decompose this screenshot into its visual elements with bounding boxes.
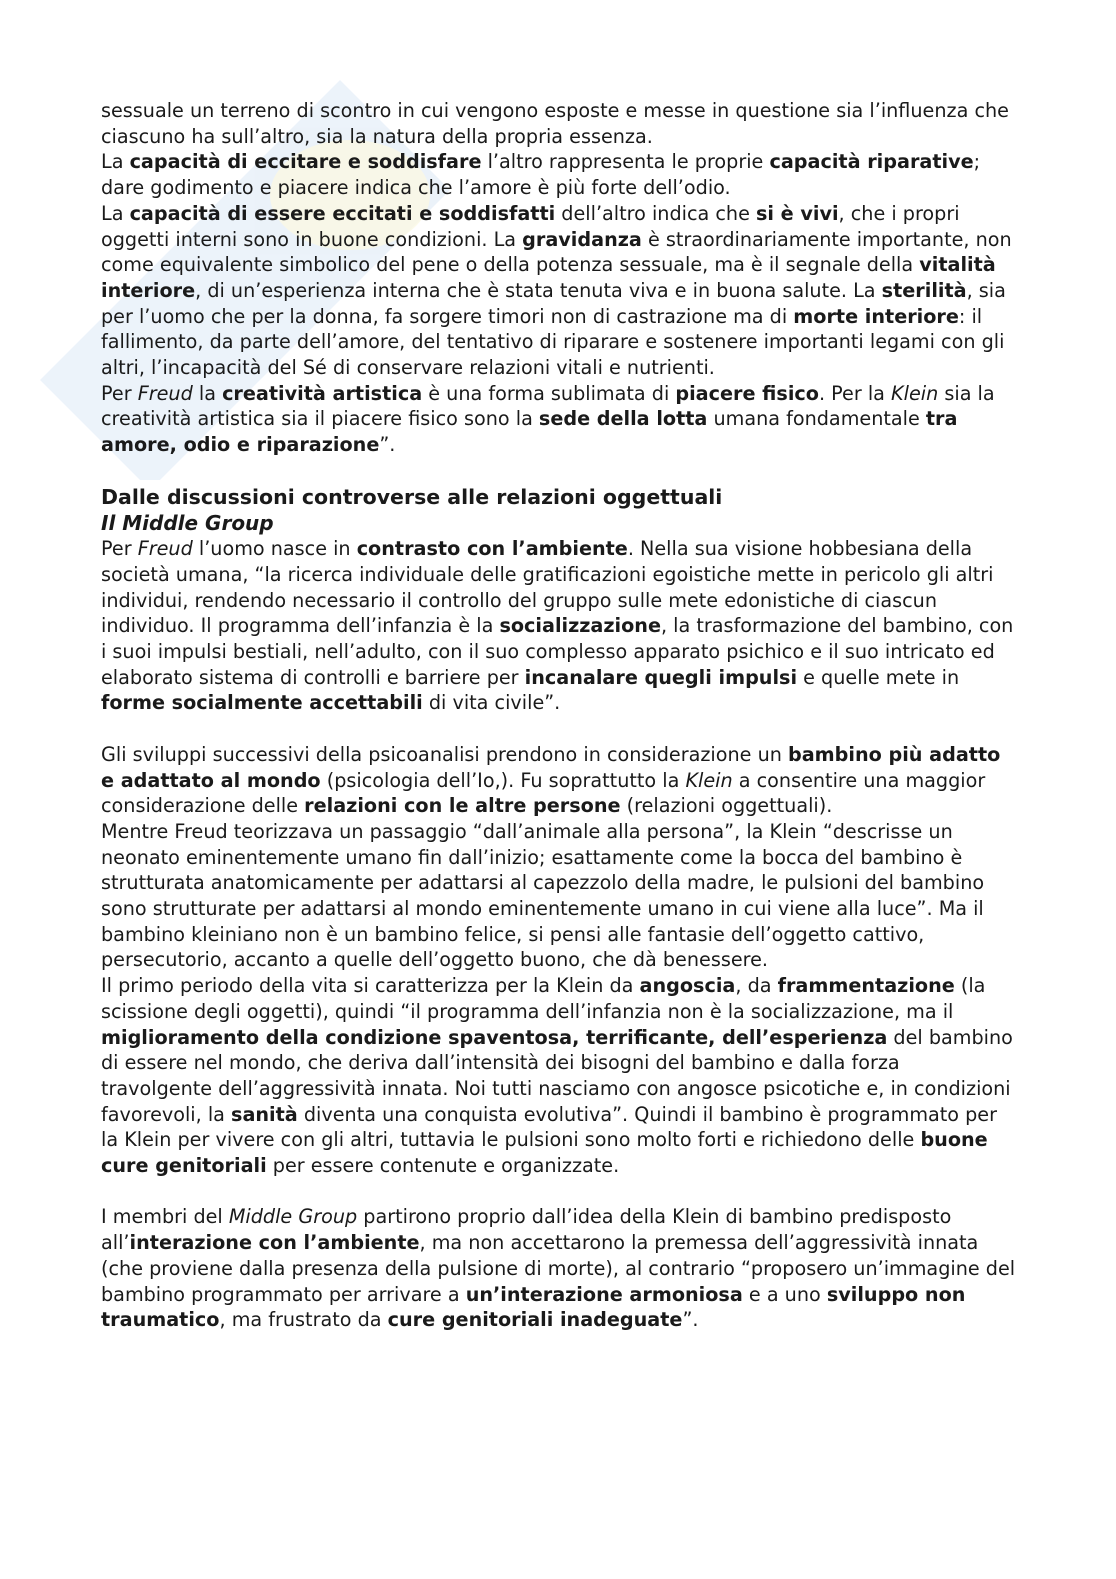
bold-text: buone cure genitoriali (101, 1128, 988, 1178)
bold-text: piacere fisico (675, 381, 819, 405)
bold-text: creatività artistica (222, 381, 423, 405)
text-run: , sia per l’uomo che per la donna, fa sorgere timori non di castrazione ma di (101, 278, 1006, 328)
text-run: e quelle mete in (797, 665, 960, 689)
section-subheading: Il Middle Group (101, 510, 274, 535)
bold-text: cure genitoriali inadeguate (387, 1308, 683, 1332)
text-run: Mentre Freud teorizzava un passaggio “dall’animale alla persona”, la Klein “descrisse un neonato eminentemente umano fin dall’inizio; esattamente come la bocca del bambino è strutturata anatomicamente per adattarsi al capezzolo della madre, le pulsioni del bambino sono strutturate per adattarsi al mondo eminentemente umano in cui viene alla luce”. Ma il bambino kleiniano non è un bambino felice, si pensi alle fantasie dell’oggetto cattivo, persecutorio, accanto a quelle dell’oggetto buono, che dà benessere. (101, 819, 985, 972)
text-run: ; dare godimento e piacere indica che l’amore è più forte dell’odio. (101, 150, 981, 200)
italic-text: Klein (685, 768, 733, 792)
text-run: , che i propri oggetti interni sono in buone condizioni. La (101, 201, 960, 251)
bold-text: interazione con l’ambiente (129, 1231, 420, 1255)
italic-text: Middle Group (228, 1205, 358, 1229)
bold-text: si è vivi (756, 201, 839, 225)
paragraph (101, 1204, 1016, 1333)
text-run: , ma non accettarono la premessa dell’aggressività innata (che proviene dalla presenza della pulsione di morte), al contrario “proposero un’immagine del bambino programmato per arrivare a (101, 1231, 1016, 1306)
bold-text: capacità riparative (769, 150, 974, 174)
text-run: (relazioni oggettuali). (620, 794, 833, 818)
italic-text: Klein (891, 381, 939, 405)
document-body (101, 98, 1016, 1333)
bold-text: un’interazione armoniosa (465, 1282, 743, 1306)
bold-text: gravidanza (522, 227, 642, 251)
bold-text: morte interiore (793, 304, 959, 328)
bold-text: contrasto con l’ambiente (356, 537, 628, 561)
paragraph (101, 149, 1016, 200)
bold-text: forme socialmente accettabili (101, 691, 423, 715)
bold-text: frammentazione (777, 974, 955, 998)
text-run: partirono proprio dall’idea della Klein di bambino predisposto all’ (101, 1205, 952, 1255)
bold-text: angoscia (639, 974, 736, 998)
paragraph-spacer (101, 458, 1016, 484)
italic-text: Freud (137, 537, 193, 561)
paragraph (101, 98, 1016, 149)
bold-text: incanalare quegli impulsi (524, 665, 798, 689)
text-run: , da (735, 974, 778, 998)
paragraph-spacer (101, 1179, 1016, 1205)
bold-text: sede della lotta (538, 407, 708, 431)
text-run: : il fallimento, da parte dell’amore, del tentativo di riparare e sostenere importanti legami con gli altri, l’incapacità del Sé di conservare relazioni vitali e nutrienti. (101, 304, 1005, 380)
text-run: , ma frustrato da (219, 1308, 388, 1332)
text-run: . Nella sua visione hobbesiana della società umana, “la ricerca individuale delle gratificazioni egoistiche mette in pericolo gli altri individui, rendendo necessario il controllo del gruppo sulle mete edonistiche di ciascun individuo. Il programma dell’infanzia è la (101, 537, 994, 638)
bold-text: capacità di essere eccitati e soddisfatti (129, 201, 556, 225)
paragraph (101, 819, 1016, 973)
bold-text: vitalità interiore (101, 253, 996, 302)
text-run: La (101, 201, 130, 225)
bold-text: sterilità (881, 278, 967, 302)
text-run: l’altro rappresenta le proprie (481, 150, 770, 174)
paragraph (101, 381, 1016, 458)
text-run: umana fondamentale (707, 407, 926, 431)
text-run: La (101, 150, 130, 174)
bold-text: capacità di eccitare e soddisfare (129, 150, 482, 174)
text-run: (la scissione degli oggetti), quindi “il programma dell’infanzia non è la socializzazione, ma il (101, 974, 986, 1023)
text-run: e a uno (742, 1282, 827, 1306)
text-run: di vita civile”. (422, 691, 561, 715)
paragraph (101, 536, 1016, 716)
text-run: è una forma sublimata di (422, 381, 676, 405)
text-run: a consentire una maggior considerazione delle (101, 768, 986, 818)
text-run: del bambino di essere nel mondo, che deriva dall’intensità dei bisogni del bambino e dalla forza travolgente dell’aggressività innata. Noi tutti nasciamo con angosce psicotiche e, in condizioni favorevoli, la (101, 1025, 1013, 1126)
bold-text: tra amore, odio e riparazione (101, 407, 958, 457)
text-run: I membri del (101, 1205, 229, 1229)
text-run: sia la creatività artistica sia il piacere fisico sono la (101, 381, 995, 431)
italic-text: Freud (137, 381, 193, 405)
text-run: Per (101, 381, 138, 405)
text-run: ”. (379, 433, 396, 457)
text-run: diventa una conquista evolutiva”. Quindi il bambino è programmato per la Klein per vivere con gli altri, tuttavia le pulsioni sono molto forti e richiedono delle (101, 1102, 998, 1152)
text-run: la (192, 381, 223, 405)
text-run: (psicologia dell’Io,). Fu soprattutto la (320, 768, 686, 792)
text-run: , di un’esperienza interna che è stata tenuta viva e in buona salute. La (195, 278, 882, 302)
paragraph (101, 973, 1016, 1179)
text-run: è straordinariamente importante, non come equivalente simbolico del pene o della potenza sessuale, ma è il segnale della (101, 227, 1012, 277)
text-run: per essere contenute e organizzate. (266, 1154, 620, 1178)
text-run: Il primo periodo della vita si caratterizza per la Klein da (101, 974, 640, 998)
section-heading: Dalle discussioni controverse alle relazioni oggettuali (101, 484, 723, 509)
paragraph (101, 201, 1016, 381)
text-run: Gli sviluppi successivi della psicoanalisi prendono in considerazione un (101, 742, 788, 766)
text-run: ”. (682, 1308, 699, 1332)
bold-text: socializzazione (499, 614, 661, 638)
text-run: . Per la (818, 381, 892, 405)
bold-text: sanità (231, 1102, 298, 1126)
paragraph-spacer (101, 716, 1016, 742)
bold-text: miglioramento della condizione spaventosa, terrificante, dell’esperienza (101, 1025, 888, 1049)
text-run: Per (101, 537, 138, 561)
bold-text: sviluppo non traumatico (101, 1282, 966, 1332)
text-run: sessuale un terreno di scontro in cui vengono esposte e messe in questione sia l’influenza che ciascuno ha sull’altro, sia la natura della propria essenza. (101, 99, 1009, 148)
text-run: , la trasformazione del bambino, con i suoi impulsi bestiali, nell’adulto, con il suo complesso apparato psichico e il suo intricato ed elaborato sistema di controlli e barriere per (101, 614, 1014, 689)
bold-text: bambino più adatto e adattato al mondo (101, 742, 1001, 792)
paragraph (101, 742, 1016, 819)
text-run: l’uomo nasce in (192, 537, 357, 561)
bold-text: relazioni con le altre persone (304, 794, 621, 818)
text-run: dell’altro indica che (555, 201, 756, 225)
